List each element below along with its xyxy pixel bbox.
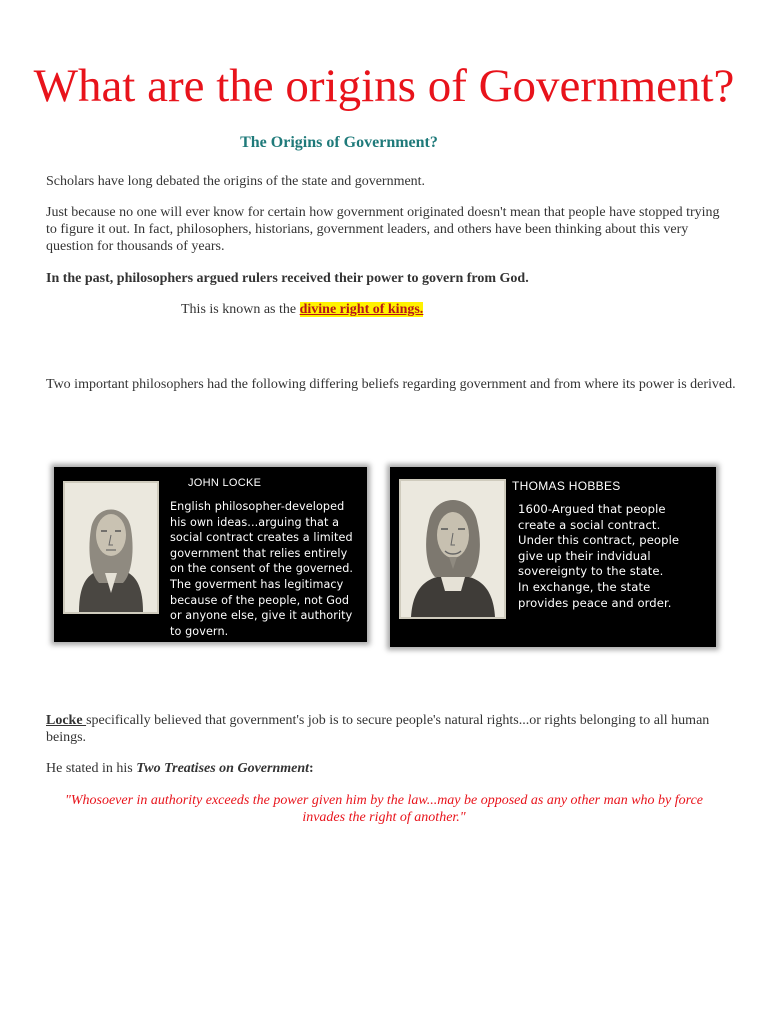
divine-right-link[interactable]: divine right of kings.: [299, 302, 424, 317]
john-locke-description: English philosopher-developed his own ideas...arguing that a social contract creates a limited government that relies entirely on the consent of the governed. The goverment has legitimacy because of the people, not God or anyone else, give it authority to govern.: [170, 500, 354, 638]
page-title: What are the origins of Government?: [33, 60, 735, 112]
treatise-prefix: He stated in his: [46, 761, 137, 776]
john-locke-card: [54, 467, 367, 642]
locke-rights-text: specifically believed that government's job is to secure people's natural rights...or rights belonging to all human beings.: [46, 713, 710, 745]
thomas-hobbes-name: THOMAS HOBBES: [512, 479, 621, 493]
locke-link[interactable]: Locke: [46, 713, 87, 728]
paragraph-philosophers-god: In the past, philosophers argued rulers received their power to govern from God.: [46, 271, 529, 286]
thomas-hobbes-description: 1600-Argued that people create a social contract. Under this contract, people give up their indvidual sovereignty to the state. In exchange, the state provides peace and order.: [518, 502, 680, 610]
section-subtitle: The Origins of Government?: [240, 134, 438, 151]
locke-quote: "Whosoever in authority exceeds the power given him by the law...may be opposed as any other man who by force invades the right of another.": [64, 793, 704, 825]
thomas-hobbes-portrait: [399, 479, 506, 619]
paragraph-locke-rights: [46, 712, 736, 746]
paragraph-no-one-knows: Just because no one will ever know for certain how government originated doesn't mean that people have stopped trying to figure it out. In fact, philosophers, historians, government leaders, and others have been thinking about this very question for thousands of years.: [46, 205, 720, 254]
paragraph-treatise: [46, 760, 314, 777]
paragraph-divine-right: [181, 301, 768, 318]
john-locke-name: JOHN LOCKE: [188, 477, 262, 489]
treatise-colon: :: [309, 761, 314, 776]
paragraph-scholars: Scholars have long debated the origins of the state and government.: [46, 174, 426, 189]
paragraph-two-philosophers: Two important philosophers had the following differing beliefs regarding government and from where its power is derived.: [46, 377, 736, 392]
thomas-hobbes-card: [390, 467, 716, 647]
treatise-title: Two Treatises on Government: [136, 761, 310, 776]
john-locke-portrait: [63, 481, 159, 614]
divine-right-prefix: This is known as the: [181, 302, 300, 317]
